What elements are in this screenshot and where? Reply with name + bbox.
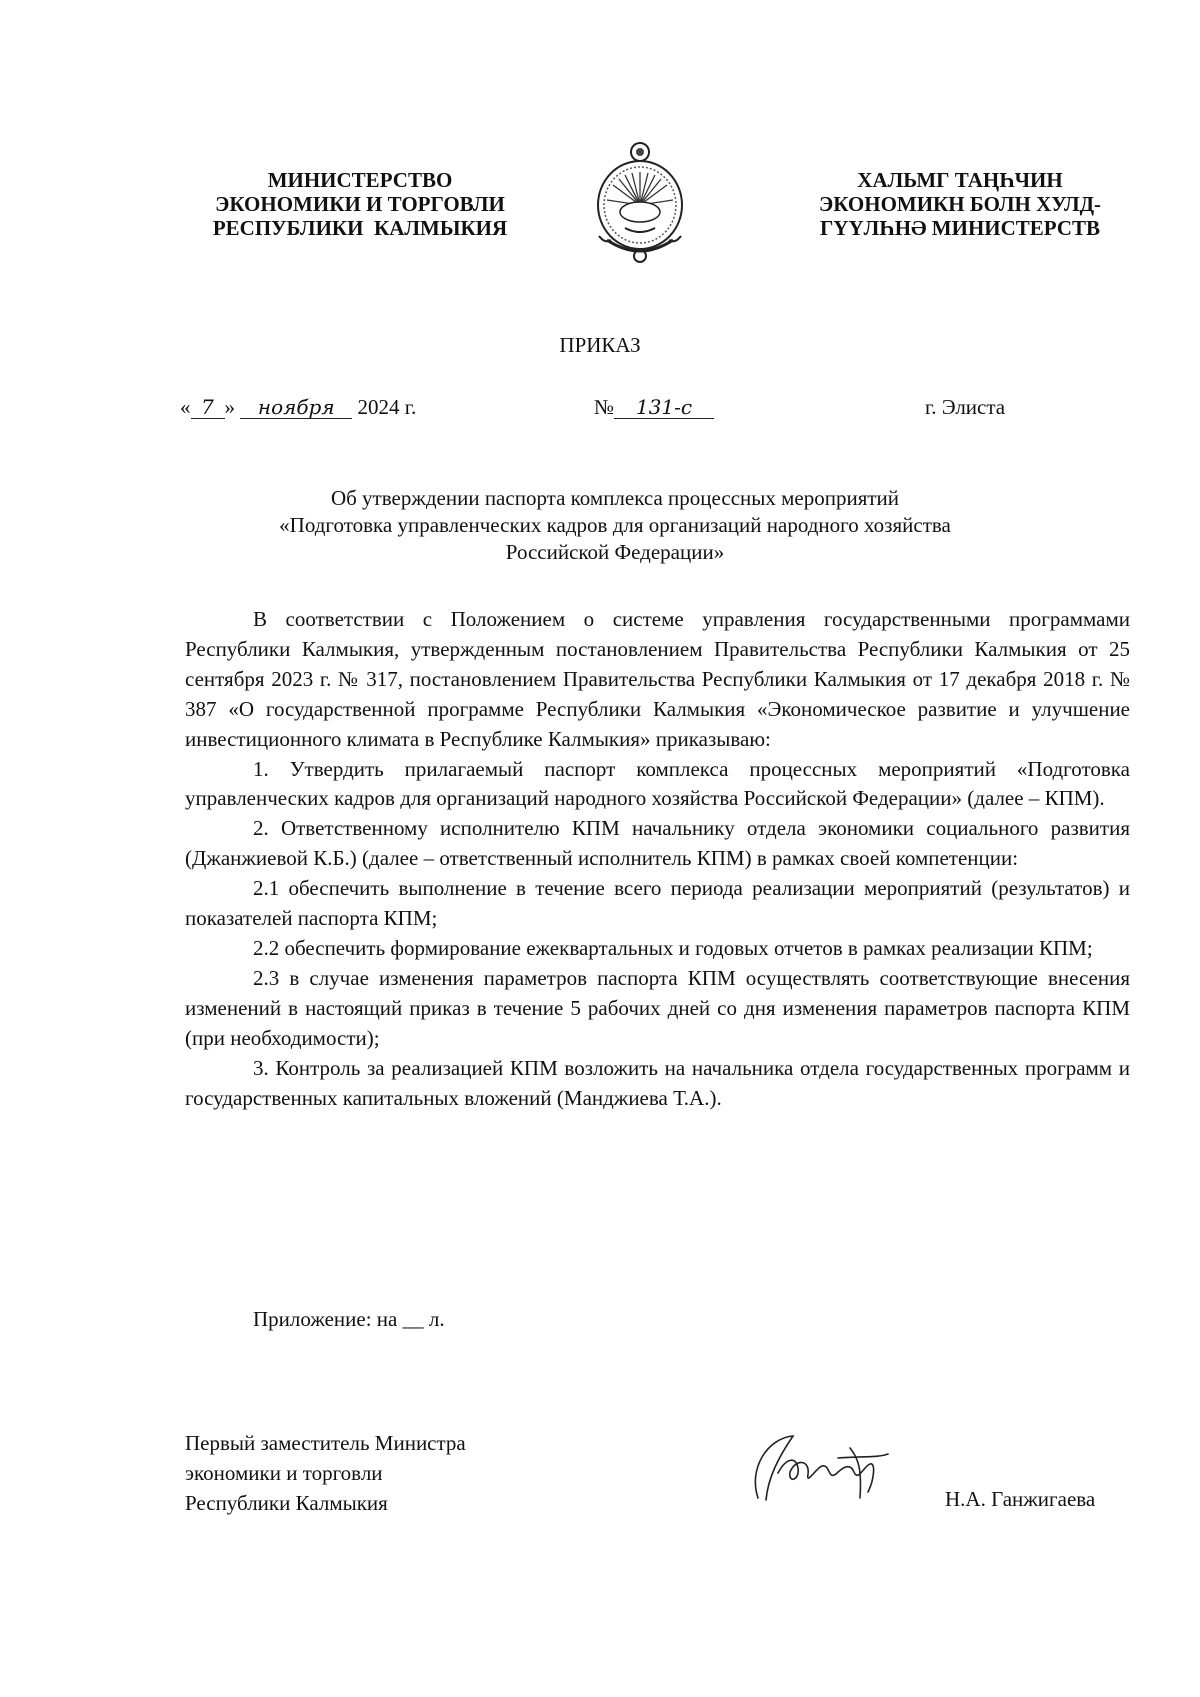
ministry-name-line: ЭКОНОМИКН БОЛН ХУЛД- [818,192,1102,216]
signature-icon [738,1428,908,1508]
number-label: № [594,395,615,419]
order-date [180,395,416,425]
ministry-name-line: ХАЛЬМГ ТАҢҺЧИН [857,168,1063,192]
clause-2-3: 2.3 в случае изменения параметров паспорта КПМ осуществлять соответствующие внесения изменений в настоящий приказ в течение 5 рабочих дней со дня изменения параметров паспорта КПМ (при необходимости); [185,965,1130,1050]
position-line: Первый заместитель Министра [185,1431,466,1455]
number-value: 131-с [614,396,714,419]
city: г. Элиста [925,395,1006,419]
date-year: 2024 г. [357,395,417,419]
position-line: экономики и торговли [185,1461,383,1485]
ministry-name-line: ГҮҮЛҺНӘ МИНИСТЕРСТВ [819,216,1101,240]
document-body [185,605,1130,1113]
title-line: Об утверждении паспорта комплекса процессных мероприятий [330,486,900,510]
order-number [594,395,714,425]
position-line: Республики Калмыкия [185,1491,388,1515]
title-line: «Подготовка управленческих кадров для организаций народного хозяйства [279,513,951,537]
date-close-quote: » [224,395,235,419]
handwritten-signature [738,1428,908,1508]
clause-2: 2. Ответственному исполнителю КПМ начальнику отдела экономики социального развития (Джанжиевой К.Б.) (далее – ответственный исполнитель КПМ) в рамках своей компетенции: [185,816,1130,871]
clause-3: 3. Контроль за реализацией КПМ возложить на начальника отдела государственных программ и государственных капитальных вложений (Манджиева Т.А.). [185,1055,1130,1110]
coat-of-arms-emblem [585,140,695,270]
clause-2-2: 2.2 обеспечить формирование ежеквартальных и годовых отчетов в рамках реализации КПМ; [253,935,1093,960]
clause-1: 1. Утвердить прилагаемый паспорт комплекса процессных мероприятий «Подготовка управленческих кадров для организаций народного хозяйства Российской Федерации» (далее – КПМ). [185,756,1130,811]
signatory-position [185,1428,466,1518]
ministry-name-kalmyk [790,168,1130,240]
date-month: ноября [240,396,352,419]
preamble-paragraph: В соответствии с Положением о системе управления государственными программами Республики Калмыкия, утвержденным постановлением Правительства Республики Калмыкия от 25 сентября 2023 г. № 317, постановлением Правительства Республики Калмыкия от 17 декабря 2018 г. № 387 «О государственной программе Республики Калмыкия «Экономическое развитие и улучшение инвестиционного климата в Республике Калмыкия» приказываю: [185,607,1130,751]
ministry-name-russian [180,168,540,240]
title-line: Российской Федерации» [505,540,725,564]
attachment-note: Приложение: на __ л. [253,1307,445,1331]
ministry-name-line: ЭКОНОМИКИ И ТОРГОВЛИ [215,192,505,216]
signatory-name: Н.А. Ганжигаева [945,1487,1096,1511]
ministry-name-line: РЕСПУБЛИКИ КАЛМЫКИЯ [212,216,508,240]
clause-2-1: 2.1 обеспечить выполнение в течение всего периода реализации мероприятий (результатов) и показателей паспорта КПМ; [185,876,1130,931]
document-title [200,485,1030,566]
ministry-name-line: МИНИСТЕРСТВО [267,168,453,192]
date-open-quote: « [180,395,191,419]
coat-of-arms-icon [585,140,695,270]
date-day: 7 [191,396,225,419]
document-type: ПРИКАЗ [559,333,641,357]
